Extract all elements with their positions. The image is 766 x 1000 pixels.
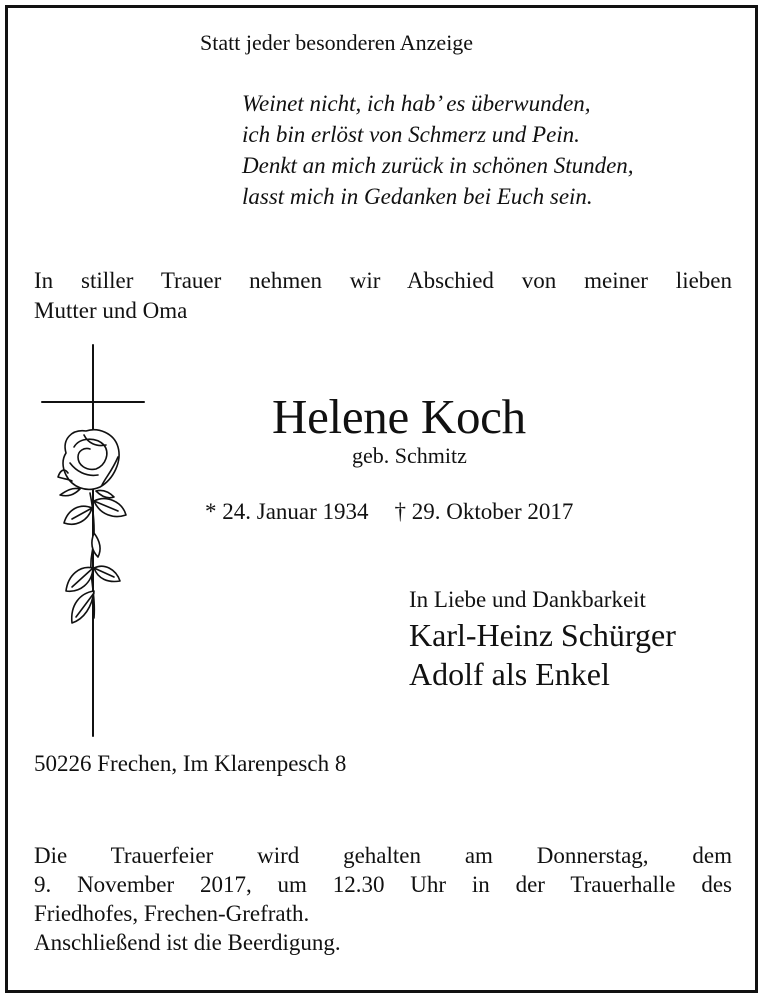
poem-line: Weinet nicht, ich hab’ es überwunden, xyxy=(242,91,591,116)
poem xyxy=(242,88,634,212)
intro-line: Mutter und Oma xyxy=(34,298,188,323)
intro-text xyxy=(34,266,732,326)
address: 50226 Frechen, Im Klarenpesch 8 xyxy=(34,751,347,776)
funeral-info xyxy=(34,841,732,957)
thanks-line: In Liebe und Dankbarkeit xyxy=(409,587,646,612)
funeral-line: Anschließend ist die Beerdigung. xyxy=(34,930,341,955)
cross-with-rose-icon xyxy=(40,343,150,738)
deceased-name: Helene Koch xyxy=(272,389,526,444)
maiden-name: geb. Schmitz xyxy=(352,443,467,468)
poem-line: Denkt an mich zurück in schönen Stunden, xyxy=(242,153,634,178)
mourner-name: Adolf als Enkel xyxy=(409,656,610,692)
intro-line: In stiller Trauer nehmen wir Abschied von meiner lieben xyxy=(34,268,732,293)
birth-date: * 24. Januar 1934 xyxy=(205,499,369,524)
life-dates xyxy=(205,499,573,525)
poem-line: ich bin erlöst von Schmerz und Pein. xyxy=(242,122,580,147)
poem-line: lasst mich in Gedanken bei Euch sein. xyxy=(242,184,593,209)
funeral-line: Die Trauerfeier wird gehalten am Donnerstag, dem xyxy=(34,843,732,868)
funeral-line: Friedhofes, Frechen-Grefrath. xyxy=(34,901,310,926)
funeral-line: 9. November 2017, um 12.30 Uhr in der Trauerhalle des xyxy=(34,872,732,897)
death-date: † 29. Oktober 2017 xyxy=(394,499,574,524)
mourner-name: Karl-Heinz Schürger xyxy=(409,617,676,653)
notice-header: Statt jeder besonderen Anzeige xyxy=(200,30,474,55)
